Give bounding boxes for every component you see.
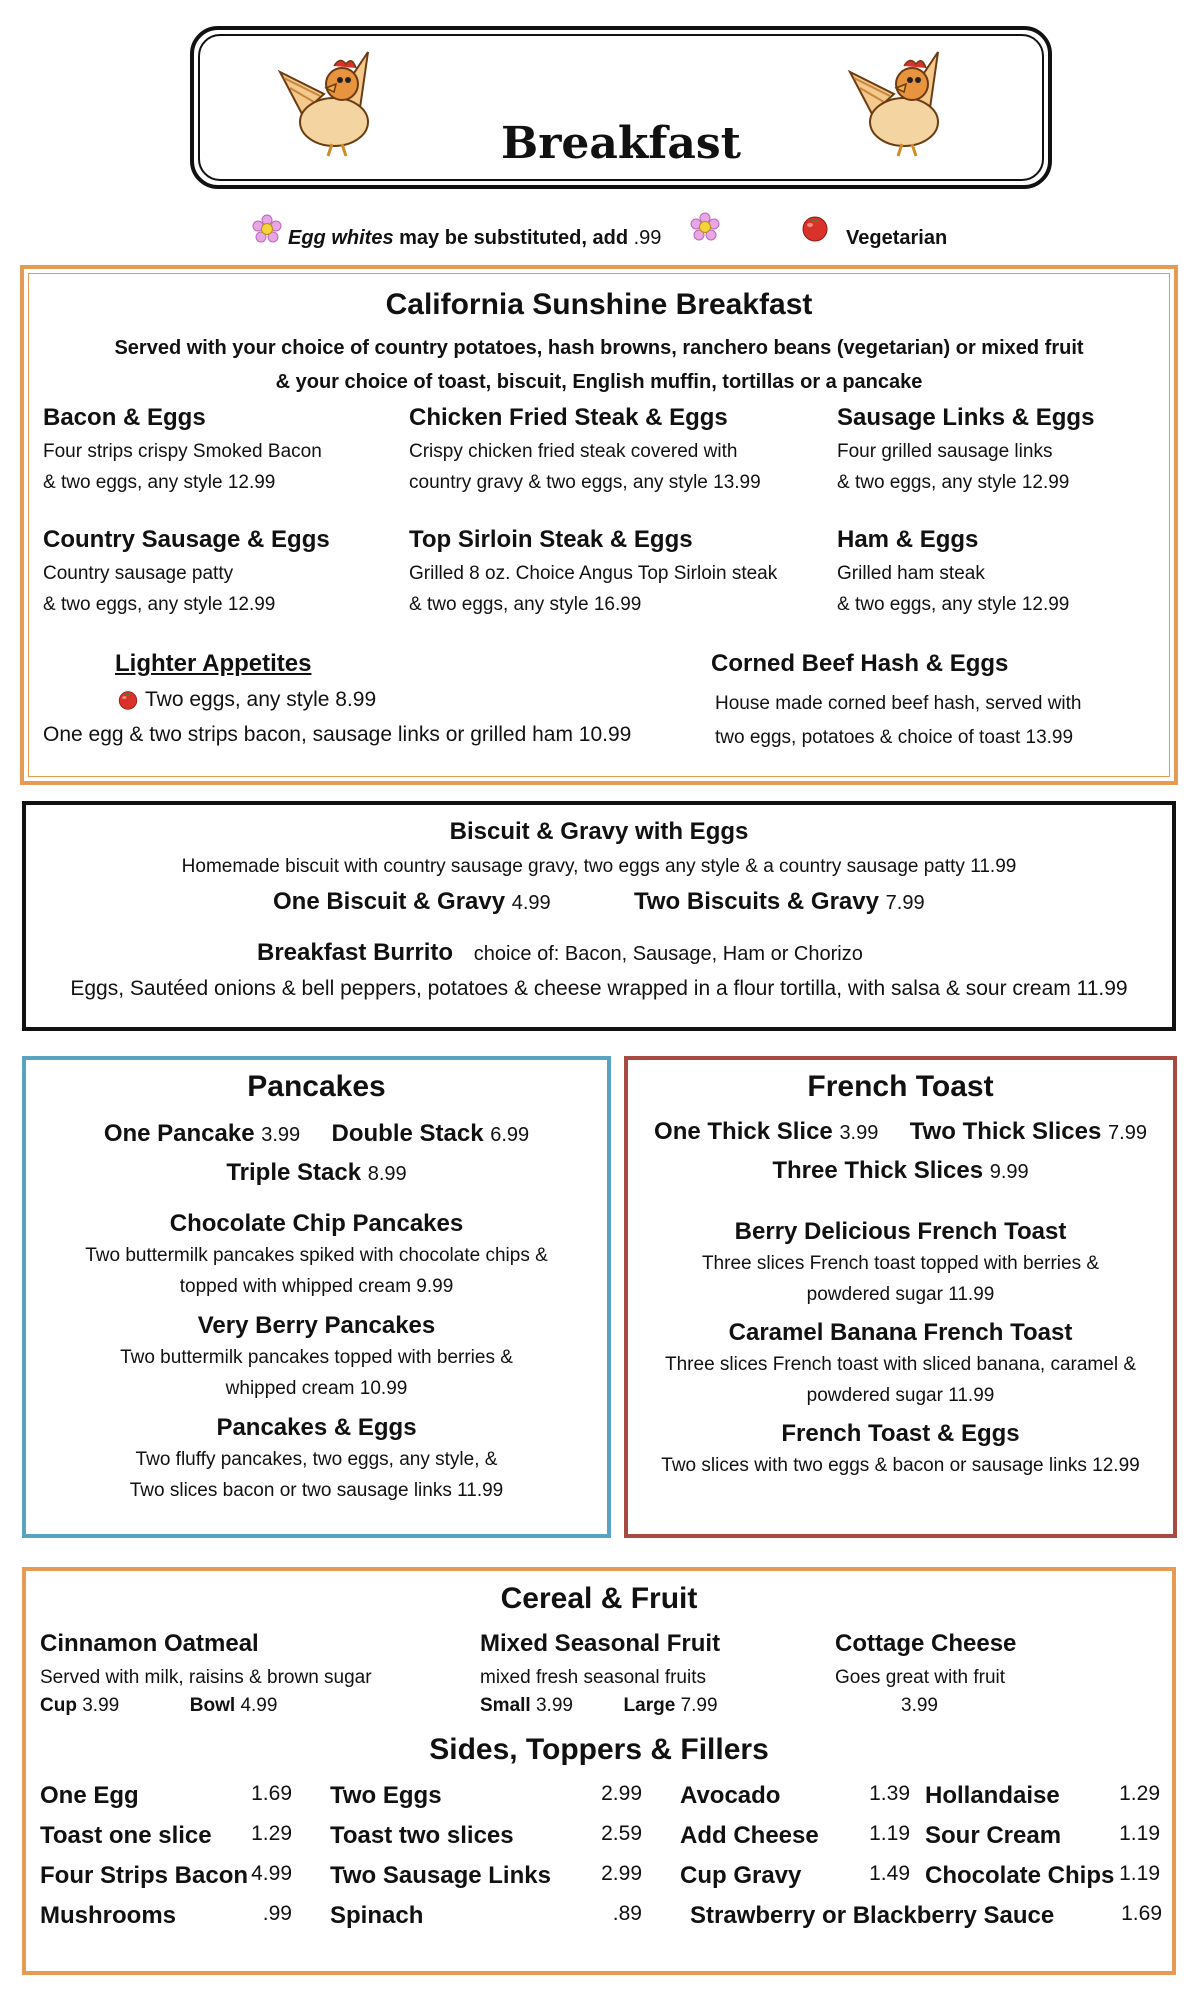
side-item: Four Strips Bacon 4.99	[40, 1862, 292, 1889]
pancake-sizes: Triple Stack 8.99	[226, 1159, 407, 1186]
served-with-line: & your choice of toast, biscuit, English muffin, tortillas or a pancake	[275, 371, 923, 393]
menu-item: Caramel Banana French Toast Three slices French toast with sliced banana, caramel & powdered sugar 11.99	[665, 1319, 1136, 1406]
menu-item: Country Sausage & Eggs Country sausage patty & two eggs, any style 12.99	[43, 526, 330, 615]
side-item: Strawberry or Blackberry Sauce 1.69	[690, 1902, 1162, 1929]
menu-item: Pancakes & Eggs Two fluffy pancakes, two eggs, any style, & Two slices bacon or two sausage links 11.99	[129, 1414, 504, 1501]
side-item: Add Cheese 1.19	[680, 1822, 910, 1849]
side-item: Two Eggs 2.99	[330, 1782, 642, 1809]
sides-column	[40, 1782, 292, 1942]
lighter-appetites-title: Lighter Appetites	[115, 650, 312, 677]
pancake-sizes: One Pancake 3.99 Double Stack 6.99	[103, 1120, 530, 1147]
tomato-icon	[800, 212, 830, 242]
menu-item: Top Sirloin Steak & Eggs Grilled 8 oz. Choice Angus Top Sirloin steak & two eggs, any style 16.99	[409, 526, 778, 615]
french-sizes: Three Thick Slices 9.99	[772, 1157, 1029, 1184]
side-item: One Egg 1.69	[40, 1782, 292, 1809]
side-item: Toast two slices 2.59	[330, 1822, 642, 1849]
biscuit-option: One Biscuit & Gravy 4.99	[273, 888, 551, 915]
page-title: Breakfast	[501, 118, 741, 169]
corned-beef-desc: House made corned beef hash, served with	[715, 693, 1082, 714]
biscuit-desc: Homemade biscuit with country sausage gravy, two eggs any style & a country sausage patty 11.99	[181, 856, 1017, 877]
menu-item: Very Berry Pancakes Two buttermilk pancakes topped with berries & whipped cream 10.99	[120, 1312, 513, 1399]
french-sizes: One Thick Slice 3.99 Two Thick Slices 7.99	[654, 1118, 1147, 1145]
side-item: Avocado 1.39	[680, 1782, 910, 1809]
lighter-line: One egg & two strips bacon, sausage links or grilled ham 10.99	[43, 723, 632, 746]
section-title: California Sunshine Breakfast	[385, 288, 813, 321]
french-toast-title: French Toast	[807, 1070, 994, 1103]
menu-item: Mixed Seasonal Fruit mixed fresh seasonal fruits Small 3.99 Large 7.99	[480, 1630, 721, 1716]
sides-column	[330, 1782, 642, 1942]
menu-item: French Toast & Eggs Two slices with two eggs & bacon or sausage links 12.99	[661, 1420, 1140, 1476]
tomato-icon	[117, 688, 139, 710]
side-item: Sour Cream 1.19	[925, 1822, 1160, 1849]
side-item: Chocolate Chips 1.19	[925, 1862, 1160, 1889]
lighter-line: Two eggs, any style 8.99	[145, 688, 377, 711]
biscuit-title: Biscuit & Gravy with Eggs	[449, 818, 749, 845]
side-item: Spinach .89	[330, 1902, 642, 1929]
menu-item: Cinnamon Oatmeal Served with milk, raisins & brown sugar Cup 3.99 Bowl 4.99	[40, 1630, 372, 1716]
sides-column	[925, 1782, 1160, 1902]
menu-item: Ham & Eggs Grilled ham steak & two eggs, any style 12.99	[837, 526, 1070, 615]
vegetarian-legend: Vegetarian	[846, 227, 948, 249]
menu-item: Berry Delicious French Toast Three slices French toast topped with berries & powdered sugar 11.99	[701, 1218, 1100, 1305]
egg-whites-note: Egg whites may be substituted, add .99	[288, 227, 662, 249]
menu-item: Cottage Cheese Goes great with fruit 3.99	[835, 1630, 1017, 1716]
side-item: Two Sausage Links 2.99	[330, 1862, 642, 1889]
burrito-line: Breakfast Burrito choice of: Bacon, Sausage, Ham or Chorizo	[257, 939, 863, 966]
sides-column	[680, 1782, 910, 1902]
corned-beef-desc: two eggs, potatoes & choice of toast 13.99	[715, 727, 1074, 748]
menu-item: Bacon & Eggs Four strips crispy Smoked Bacon & two eggs, any style 12.99	[43, 404, 322, 493]
served-with-line: Served with your choice of country potatoes, hash browns, ranchero beans (vegetarian) or mixed fruit	[114, 337, 1084, 359]
side-item: Toast one slice 1.29	[40, 1822, 292, 1849]
menu-item: Chocolate Chip Pancakes Two buttermilk pancakes spiked with chocolate chips & topped with whipped cream 9.99	[85, 1210, 548, 1297]
cereal-title: Cereal & Fruit	[500, 1582, 698, 1615]
biscuit-option: Two Biscuits & Gravy 7.99	[634, 888, 925, 915]
flower-icon	[690, 212, 720, 242]
menu-item: Chicken Fried Steak & Eggs Crispy chicken fried steak covered with country gravy & two eggs, any style 13.99	[409, 404, 761, 493]
side-item: Mushrooms .99	[40, 1902, 292, 1929]
sides-title: Sides, Toppers & Fillers	[429, 1733, 769, 1766]
flower-icon	[252, 214, 282, 244]
pancakes-title: Pancakes	[247, 1070, 386, 1103]
side-item: Hollandaise 1.29	[925, 1782, 1160, 1809]
burrito-desc: Eggs, Sautéed onions & bell peppers, potatoes & cheese wrapped in a flour tortilla, with salsa & sour cream 11.99	[70, 977, 1128, 1000]
corned-beef-title: Corned Beef Hash & Eggs	[711, 650, 1009, 677]
side-item: Cup Gravy 1.49	[680, 1862, 910, 1889]
menu-item: Sausage Links & Eggs Four grilled sausage links & two eggs, any style 12.99	[837, 404, 1095, 493]
